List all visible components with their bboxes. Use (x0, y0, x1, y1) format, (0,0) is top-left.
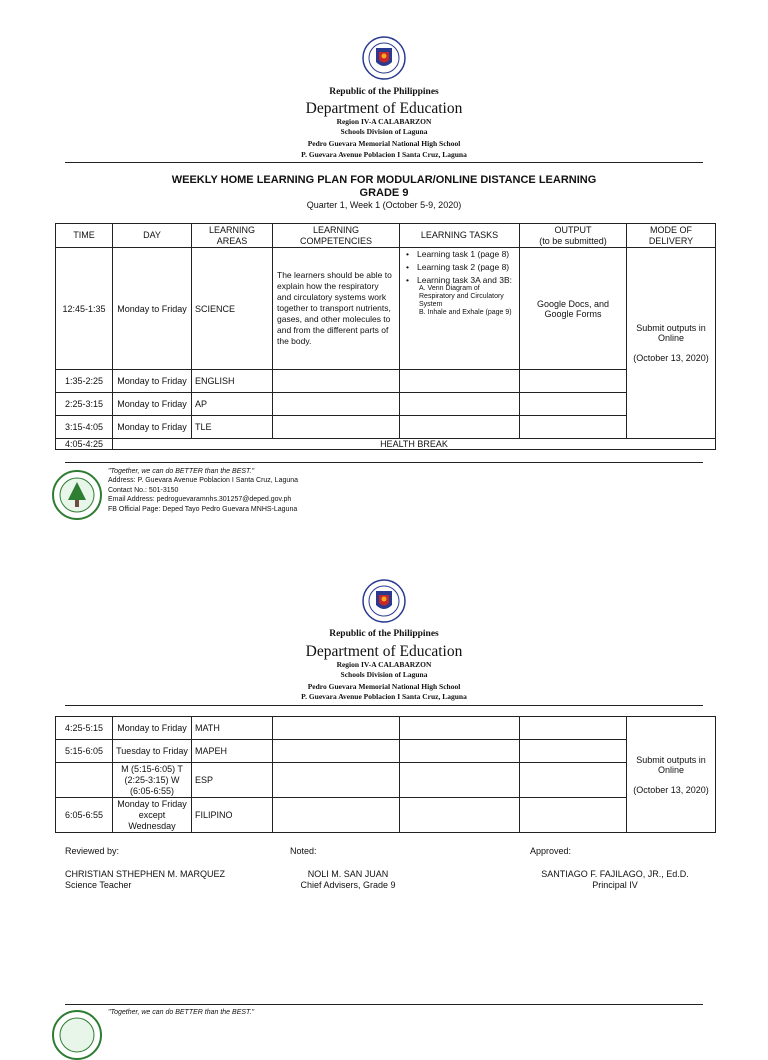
day-cell: Tuesday to Friday (113, 740, 192, 763)
mode-line1: Submit outputs in Online (636, 323, 706, 343)
table-header-row (56, 224, 716, 248)
output-cell: Google Docs, and Google Forms (520, 248, 627, 370)
area-cell: ENGLISH (192, 370, 273, 393)
learning-plan-table-continued (55, 716, 716, 833)
area-cell: ESP (192, 763, 273, 798)
day-cell: Monday to Friday (113, 370, 192, 393)
mode-line2: (October 13, 2020) (633, 353, 709, 363)
republic-heading: Republic of the Philippines (329, 629, 439, 639)
footer-block (108, 1008, 254, 1017)
header-divider (65, 162, 703, 163)
time-cell: 3:15-4:05 (56, 416, 113, 439)
division-text: Schools Division of Laguna (340, 670, 428, 679)
tasks-list (403, 250, 516, 285)
approved-label: Approved: (530, 846, 572, 856)
time-cell: 4:05-4:25 (56, 439, 113, 450)
mode-cell (627, 248, 716, 439)
footer-motto: "Together, we can do BETTER than the BEST." (108, 1009, 255, 1016)
department-heading: Department of Education (305, 100, 463, 117)
area-cell: MATH (192, 717, 273, 740)
time-cell: 12:45-1:35 (56, 248, 113, 370)
day-cell: Monday to Friday (113, 717, 192, 740)
school-logo (52, 1010, 102, 1060)
task-item: • Learning task 3A and 3B: (417, 276, 516, 286)
area-cell: MAPEH (192, 740, 273, 763)
day-cell: M (5:15-6:05) T (2:25-3:15) W (6:05-6:55) (113, 763, 192, 798)
footer-address: Address: P. Guevara Avenue Poblacion I Santa Cruz, Laguna (108, 477, 299, 485)
reviewer-role: Science Teacher (65, 880, 132, 890)
time-cell: 4:25-5:15 (56, 717, 113, 740)
deped-seal-logo (362, 579, 406, 623)
day-cell: Monday to Friday (113, 248, 192, 370)
division-text: Schools Division of Laguna (340, 127, 428, 136)
learning-plan-table (55, 223, 716, 450)
area-cell: FILIPINO (192, 798, 273, 833)
footer-block (108, 467, 298, 514)
table-row (56, 798, 716, 833)
col-header-areas: LEARNING AREAS (192, 224, 273, 248)
table-row (56, 248, 716, 370)
reviewer-name: CHRISTIAN STHEPHEN M. MARQUEZ (65, 869, 226, 879)
col-header-mode: MODE OF DELIVERY (627, 224, 716, 248)
table-row (56, 370, 716, 393)
col-header-time: TIME (56, 224, 113, 248)
health-break-label: HEALTH BREAK (113, 439, 716, 450)
noted-label: Noted: (290, 846, 317, 856)
footer-motto: "Together, we can do BETTER than the BEST." (108, 468, 255, 475)
region-text: Region IV-A CALABARZON (336, 660, 432, 669)
area-cell: SCIENCE (192, 248, 273, 370)
department-heading: Department of Education (305, 643, 463, 660)
task-item: • Learning task 2 (page 8) (417, 263, 516, 273)
time-cell: 6:05-6:55 (56, 798, 113, 833)
time-cell: 2:25-3:15 (56, 393, 113, 416)
mode-line2: (October 13, 2020) (633, 784, 709, 795)
area-cell: TLE (192, 416, 273, 439)
footer-email: Email Address: pedroguevaramnhs.301257@deped.gov.ph (108, 496, 292, 504)
grade-title: GRADE 9 (359, 187, 409, 199)
address-text: P. Guevara Avenue Poblacion I Santa Cruz, Laguna (301, 150, 467, 159)
col-header-day: DAY (113, 224, 192, 248)
mode-line1: Submit outputs in Online (636, 754, 706, 775)
tasks-cell (400, 248, 520, 370)
school-logo (52, 470, 102, 520)
footer-fb: FB Official Page: Deped Tayo Pedro Guevara MNHS-Laguna (108, 505, 298, 513)
address-text: P. Guevara Avenue Poblacion I Santa Cruz, Laguna (301, 692, 467, 701)
deped-seal-logo (362, 36, 406, 80)
reviewed-label: Reviewed by: (65, 846, 120, 856)
task-subitem: B. Inhale and Exhale (page 9) (419, 309, 512, 317)
noter-name: NOLI M. SAN JUAN (307, 869, 389, 879)
col-header-tasks: LEARNING TASKS (400, 224, 520, 248)
table-row (56, 416, 716, 439)
table-row (56, 740, 716, 763)
task-item: • Learning task 1 (page 8) (417, 250, 516, 260)
day-cell: Monday to Friday (113, 416, 192, 439)
school-text: Pedro Guevara Memorial National High School (307, 682, 461, 691)
region-text: Region IV-A CALABARZON (336, 117, 432, 126)
approver-role: Principal IV (592, 880, 638, 890)
task-subitem: A. Venn Diagram of Respiratory and Circulatory System (419, 285, 504, 309)
col-header-competencies: LEARNING COMPETENCIES (273, 224, 400, 248)
table-row (56, 393, 716, 416)
table-row (56, 763, 716, 798)
area-cell: AP (192, 393, 273, 416)
plan-title: WEEKLY HOME LEARNING PLAN FOR MODULAR/ONLINE DISTANCE LEARNING (171, 174, 597, 186)
time-cell: 1:35-2:25 (56, 370, 113, 393)
noter-role: Chief Advisers, Grade 9 (300, 880, 396, 890)
col-header-output: OUTPUT (to be submitted) (520, 224, 627, 248)
mode-cell (627, 717, 716, 833)
break-row (56, 439, 716, 450)
time-cell: 5:15-6:05 (56, 740, 113, 763)
quarter-text: Quarter 1, Week 1 (October 5-9, 2020) (306, 200, 462, 210)
approver-signature (524, 869, 706, 891)
day-cell: Monday to Friday (113, 393, 192, 416)
footer-contact: Contact No.: 501-3150 (108, 486, 179, 494)
reviewer-signature (65, 869, 225, 891)
day-cell: Monday to Friday except Wednesday (113, 798, 192, 833)
school-text: Pedro Guevara Memorial National High School (307, 139, 461, 148)
footer-divider (65, 462, 703, 463)
table-row (56, 717, 716, 740)
competency-cell: The learners should be able to explain how the respiratory and circulatory systems work together to transport nutrients, gases, and other molecules to and from the different parts of the body. (273, 248, 400, 370)
republic-heading: Republic of the Philippines (329, 87, 439, 97)
noter-signature (278, 869, 418, 891)
approver-name: SANTIAGO F. FAJILAGO, JR., Ed.D. (541, 869, 689, 879)
time-cell (56, 763, 113, 798)
header-divider (65, 705, 703, 706)
footer-divider (65, 1004, 703, 1005)
